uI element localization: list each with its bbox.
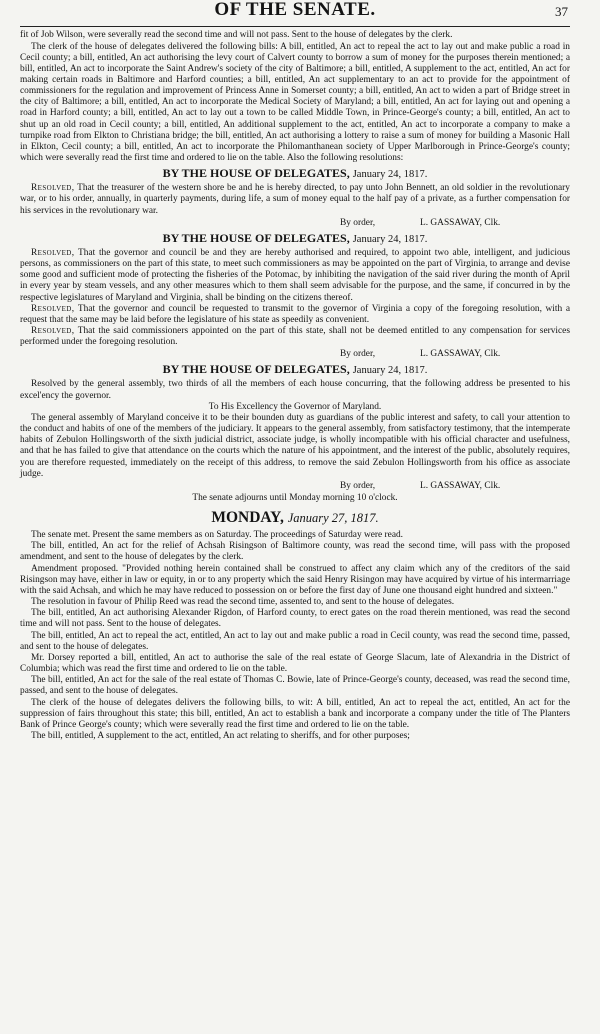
signature-name: L. GASSAWAY, Clk. [420, 349, 501, 360]
paragraph-continuation: fit of Job Wilson, were severally read the second time and will not pass. Sent to the house of delegates by the clerk. [20, 30, 453, 41]
entry: Mr. Dorsey reported a bill, entitled, An act to authorise the sale of the real estate of George Slacum, late of Alexandria in the District of Columbia; which was read the first time and ordered to lie on the table. [20, 652, 570, 675]
signature-1 [20, 218, 570, 229]
section-heading-2-date: January 24, 1817. [352, 233, 428, 245]
section-heading-1-date: January 24, 1817. [352, 169, 428, 181]
resolved-label: Resolved, [31, 247, 75, 258]
entry: The bill, entitled, An act authorising Alexander Rigdon, of Harford county, to erect gates on the road therein mentioned, was read the second time and will not pass. Sent to the house of delegates. [20, 608, 570, 630]
entry: The clerk of the house of delegates delivers the following bills, to wit: A bill, entitled, An act to repeal the act, entitled, An act for the suppression of fairs throughout this state; this bill, entitled, An act to establish a bank and incorporate a company under the title of The Planters Bank of Prince George's county; which were severally read the first time and ordered to lie on the table. [20, 697, 570, 730]
entry: The bill, entitled, An act for the relief of Achsah Risingson of Baltimore county, was read the second time, will pass with the proposed amendment, and sent to the house of delegates by the clerk. [20, 541, 570, 563]
resolution-address-intro: Resolved by the general assembly, two thirds of all the members of each house concurring, that the following address be presented to his excel'ency the governor. [20, 379, 570, 401]
page-header [20, 2, 570, 32]
signature-by-order: By order, [340, 349, 376, 360]
entry: The senate met. Present the same members as on Saturday. The proceedings of Saturday were read. [31, 530, 404, 541]
section-heading-3-date: January 24, 1817. [352, 365, 428, 377]
signature-name: L. GASSAWAY, Clk. [420, 480, 501, 491]
signature-3 [20, 481, 570, 492]
section-heading-3 [20, 363, 570, 377]
paragraph-bills-delivered: The clerk of the house of delegates delivered the following bills: A bill, entitled, An act to repeal the act to lay out and make public a road in Cecil county; a bill, entitled, An act authorising the levy court of Calvert county to borrow a sum of money for the purposes therein mentioned; a bill, entitled, An act to incorporate the Saint Andrew's society of the city of Baltimore; a bill, entitled, A supplement to the act, entitled, An act for making certain roads in Baltimore and Harford counties; a bill, entitled, An act supplementary to an act to provide for the appointment of commissioners for the regulation and improvement of Princess Anne in Somerset county; a bill, entitled, An act to widen a part of Bridge street in the city of Baltimore; a bill, entitled, An act to incorporate the Medical Society of Maryland; a bill, entitled, An act for laying out and opening a road in Harford county; a bill, entitled, An act to lay out a town to be called Middle Town, in Prince-George's county; a bill, entitled, An act to shut up an old road in Cecil county; a bill, entitled, An additional supplement to the act, entitled, An act to incorporate a company to make a turnpike road from Elkton to Christiana bridge; the bill, entitled, An act authorising a lottery to raise a sum of money for building a Masonic Hall in Elkton, Cecil county; a bill, entitled, An act to incorporate the Philomanthanean society of Upper Marlborough in Prince-George's county; which were severally read the first time and ordered to lie on the table. Also the following resolutions: [20, 41, 570, 164]
entry: The bill, entitled, An act to repeal the act, entitled, An act to lay out and make public a road in Cecil county, was read the second time, passed, and sent to the house of delegates. [20, 630, 570, 652]
entry: The resolution in favour of Philip Reed was read the second time, assented to, and sent to the house of delegates. [31, 597, 455, 608]
resolved-label: Resolved, [31, 325, 75, 336]
section-heading-3-title: BY THE HOUSE OF DELEGATES, [162, 362, 350, 377]
resolved-label: Resolved, [31, 183, 75, 194]
section-heading-2-title: BY THE HOUSE OF DELEGATES, [162, 230, 350, 245]
section-heading-2 [20, 232, 570, 246]
signature-name: L. GASSAWAY, Clk. [420, 217, 501, 228]
day-heading [20, 509, 570, 527]
signature-by-order: By order, [340, 480, 376, 491]
address-recipient: To His Excellency the Governor of Maryland. [208, 401, 382, 412]
section-heading-1-title: BY THE HOUSE OF DELEGATES, [162, 166, 350, 181]
entry: Amendment proposed. "Provided nothing herein contained shall be construed to affect any claim which any of the creditors of the said Risingson may have, either in law or equity, in or to any property which the said Henry Risingon may have acquired by virtue of his intermarriage with the said Achsah, and which he may have reduced to possession on or before the first day of June one thousand eight hundred and sixteen." [20, 563, 570, 596]
signature-by-order: By order, [340, 217, 376, 228]
signature-2 [20, 349, 570, 360]
resolution-compensation-text: That the said commissioners appointed on the part of this state, shall not be deemed entitled to any compensation for services performed under the foregoing resolution. [20, 325, 570, 348]
resolved-label: Resolved, [31, 303, 75, 314]
day-heading-date: January 27, 1817. [287, 511, 379, 526]
address-body: The general assembly of Maryland conceive it to be their bounden duty as guardians of the public interest and safety, to call your attention to the conduct and habits of one of the members of the judiciary. It appears to the general assembly, from satisfactory testimony, that the intemperate habits of Zebulon Hollingsworth of the sixth judicial district, associate judge, is wholly incompatible with his official character and usefulness, and that he has failed to give that attendance on the courts which the nature of his appointment, and the interest of the public, absolutely requires, you are therefore requested, immediately on the receipt of this address, to remove the said Zebulon Hollingsworth from his office as associate judge. [20, 412, 570, 479]
resolution-bennett-text: That the treasurer of the western shore be and he is hereby directed, to pay unto John Bennett, an old soldier in the revolutionary war, or to his order, annually, in quarterly payments, during life, a sum of money equal to the half pay of a private, as a further compensation for his services in the revolutionary war. [20, 183, 570, 216]
resolution-transmit-text: That the governor and council be requested to transmit to the governor of Virginia a copy of the foregoing resolution, with a request that the same may be laid before the legislature of his state as speedily as convenient. [20, 303, 570, 325]
entry: The bill, entitled, A supplement to the act, entitled, An act relating to sheriffs, and for other purposes; [31, 730, 410, 741]
resolution-bennett [20, 183, 570, 216]
page-title: OF THE SENATE. [214, 0, 376, 20]
resolution-transmit [20, 304, 570, 326]
page-number: 37 [555, 4, 568, 19]
day-heading-title: MONDAY, [211, 509, 284, 527]
adjournment-notice: The senate adjourns until Monday morning 10 o'clock. [192, 493, 398, 504]
resolution-commissioners-text: That the governor and council be and they are hereby authorised and required, to appoint two able, intelligent, and judicious persons, as commissioners on the part of this state, to meet such commissioners as may be appointed on the part of Virginia, to arrange and devise some good and sufficient mode of protecting the fisheries of the Potomac, by inhibiting the navigation of the said river during the month of April in every year by steam vessels, and any other measures which to them shall seem advisable for the purpose, and the same, if concurred in by the respective legislatures of Maryland and Virginia, shall be binding on the citizens thereof. [20, 247, 570, 303]
section-heading-1 [20, 167, 570, 181]
entry: The bill, entitled, An act for the sale of the real estate of Thomas C. Bowie, late of Prince-George's county, deceased, was read the second time, passed, and sent to the house of delegates. [20, 675, 570, 697]
resolution-commissioners [20, 248, 570, 304]
resolution-compensation [20, 326, 570, 348]
